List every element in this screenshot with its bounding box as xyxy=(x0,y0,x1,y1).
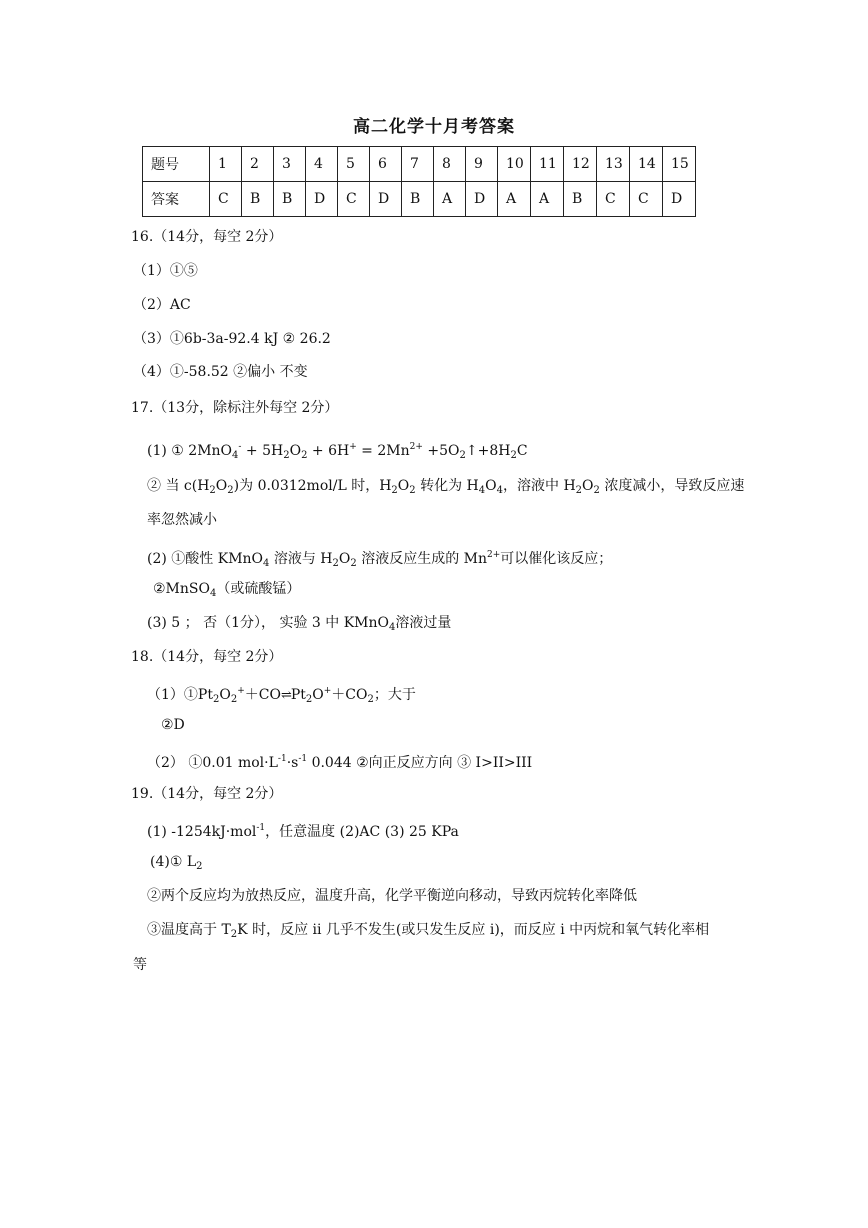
subscript: 4 xyxy=(263,558,270,569)
text: O xyxy=(485,478,497,494)
text: （或硫酸锰） xyxy=(216,581,301,597)
text: O xyxy=(582,478,594,494)
text: O xyxy=(215,478,228,494)
q19-answer-4c xyxy=(147,920,709,945)
table-cell: D xyxy=(306,182,338,217)
text: 浓度减小，导致反应速 xyxy=(599,478,745,494)
subscript: 2 xyxy=(409,485,416,496)
text: Pt xyxy=(290,687,306,703)
eq-text: C xyxy=(516,443,528,459)
text: （2） ①0.01 mol·L xyxy=(147,755,278,771)
text: ，溶液中 H xyxy=(503,478,576,494)
text: (2) ①酸性 KMnO xyxy=(147,551,264,567)
table-cell: A xyxy=(434,182,466,217)
superscript: 2+ xyxy=(487,550,501,560)
equilibrium-arrow-icon: ⇌ xyxy=(280,688,291,703)
text: O xyxy=(219,687,231,703)
table-cell: A xyxy=(498,182,531,217)
table-cell: 5 xyxy=(338,147,370,182)
table-cell: 3 xyxy=(274,147,306,182)
table-row xyxy=(143,182,696,217)
subscript: 2 xyxy=(212,694,220,705)
q18-answer-2 xyxy=(147,749,532,773)
subscript: 4 xyxy=(496,485,503,496)
superscript: -1 xyxy=(277,754,287,764)
text: 0.044 ②向正反应方向 ③ I>II>III xyxy=(307,755,533,771)
text: 转化为 H xyxy=(415,478,479,494)
table-cell: B xyxy=(274,182,306,217)
page-title: 高二化学十月考答案 xyxy=(353,117,515,137)
superscript: + xyxy=(349,442,357,452)
q17-heading: 17.（13分，除标注外每空 2分） xyxy=(131,400,339,416)
table-cell: B xyxy=(242,182,274,217)
table-cell: 10 xyxy=(498,147,531,182)
text: 溶液过量 xyxy=(395,615,452,631)
q17-answer-2 xyxy=(147,545,612,574)
subscript: 2 xyxy=(283,450,290,461)
superscript: 2+ xyxy=(409,442,423,452)
eq-text: = 2Mn xyxy=(356,443,410,459)
subscript: 4 xyxy=(478,485,486,496)
superscript: + xyxy=(323,686,332,696)
table-cell: 13 xyxy=(597,147,630,182)
text: ·s xyxy=(286,755,299,771)
subscript: 2 xyxy=(305,694,313,705)
subscript: 2 xyxy=(196,861,203,872)
superscript: - xyxy=(238,442,242,452)
subscript: 2 xyxy=(230,694,238,705)
eq-text: + 5H xyxy=(241,443,284,459)
q18-answer-1b: ②D xyxy=(161,717,185,733)
q17-equation xyxy=(147,437,528,466)
text: (3) 5 ； 否（1分）， 实验 3 中 KMnO xyxy=(147,615,389,631)
eq-text: + 6H xyxy=(307,443,350,459)
q19-answer-1 xyxy=(147,818,459,842)
q16-answer-4: （4）①-58.52 ②偏小 不变 xyxy=(133,364,308,380)
q17-part2-continued: 率忽然减小 xyxy=(147,512,217,528)
subscript: 2 xyxy=(230,929,238,940)
subscript: 2 xyxy=(227,485,234,496)
table-header-number: 题号 xyxy=(143,147,210,182)
subscript: 4 xyxy=(232,450,239,461)
table-cell: C xyxy=(597,182,630,217)
table-cell: D xyxy=(370,182,402,217)
table-cell: 11 xyxy=(531,147,564,182)
text: ＋CO xyxy=(331,687,368,703)
text: )为 0.0312mol/L 时，H xyxy=(233,478,392,494)
subscript: 2 xyxy=(391,485,398,496)
subscript: 2 xyxy=(209,485,216,496)
table-cell: C xyxy=(338,182,370,217)
text: 可以催化该反应； xyxy=(500,551,613,567)
table-header-answer: 答案 xyxy=(143,182,210,217)
table-cell: 12 xyxy=(564,147,597,182)
text: K 时，反应 ii 几乎不发生(或只发生反应 i)，而反应 i 中丙烷和氧气转化率相 xyxy=(237,922,710,938)
q18-answer-1 xyxy=(147,681,416,710)
text: 溶液反应生成的 Mn xyxy=(356,551,488,567)
q17-answer-2b xyxy=(153,579,300,604)
text: ③温度高于 T xyxy=(147,922,231,938)
subscript: 2 xyxy=(367,694,374,705)
table-cell: 8 xyxy=(434,147,466,182)
subscript: 2 xyxy=(575,485,583,496)
table-cell: 15 xyxy=(663,147,696,182)
subscript: 4 xyxy=(389,622,396,633)
text: O xyxy=(312,687,324,703)
table-cell: B xyxy=(402,182,434,217)
text: (4)① L xyxy=(150,854,197,870)
table-cell: C xyxy=(630,182,663,217)
table-cell: 4 xyxy=(306,147,338,182)
text: O xyxy=(338,551,351,567)
subscript: 2 xyxy=(510,450,517,461)
table-cell: 14 xyxy=(630,147,663,182)
q19-answer-4c-continued: 等 xyxy=(133,957,147,973)
q16-answer-2: （2）AC xyxy=(133,297,191,313)
table-cell: 2 xyxy=(242,147,274,182)
text: 溶液与 H xyxy=(269,551,333,567)
text: ②MnSO xyxy=(153,581,210,597)
q16-heading: 16.（14分，每空 2分） xyxy=(131,229,283,245)
q17-part2 xyxy=(147,476,744,501)
q17-answer-3 xyxy=(147,613,451,638)
table-cell: D xyxy=(466,182,498,217)
text: O xyxy=(397,478,410,494)
table-cell: C xyxy=(210,182,242,217)
subscript: 2 xyxy=(459,450,466,461)
q19-answer-4b: ②两个反应均为放热反应，温度升高，化学平衡逆向移动，导致丙烷转化率降低 xyxy=(147,888,637,904)
eq-text: O xyxy=(289,443,302,459)
superscript: + xyxy=(237,686,245,696)
subscript: 2 xyxy=(350,558,357,569)
table-cell: 6 xyxy=(370,147,402,182)
answer-table xyxy=(142,146,696,217)
eq-text: ↑+8H xyxy=(465,443,511,459)
q16-answer-3: （3）①6b-3a-92.4 kJ ② 26.2 xyxy=(133,331,331,347)
subscript: 2 xyxy=(593,485,600,496)
table-cell: A xyxy=(531,182,564,217)
superscript: -1 xyxy=(298,754,308,764)
table-cell: D xyxy=(663,182,696,217)
text: ② 当 c(H xyxy=(147,478,210,494)
text: ；大于 xyxy=(373,687,416,703)
q19-heading: 19.（14分，每空 2分） xyxy=(131,786,283,802)
superscript: -1 xyxy=(256,823,266,833)
subscript: 2 xyxy=(332,558,339,569)
table-cell: 1 xyxy=(210,147,242,182)
subscript: 4 xyxy=(209,588,217,599)
q19-answer-4 xyxy=(150,852,203,877)
table-row xyxy=(143,147,696,182)
q16-answer-1: （1）①⑤ xyxy=(133,263,198,279)
eq-text: (1) ① 2MnO xyxy=(147,443,233,459)
subscript: 2 xyxy=(301,450,308,461)
text: ，任意温度 (2)AC (3) 25 KPa xyxy=(265,824,459,840)
text: ＋CO xyxy=(244,687,281,703)
table-cell: B xyxy=(564,182,597,217)
text: （1）①Pt xyxy=(147,687,213,703)
text: (1) -1254kJ·mol xyxy=(147,824,257,840)
eq-text: +5O xyxy=(422,443,460,459)
table-cell: 9 xyxy=(466,147,498,182)
table-cell: 7 xyxy=(402,147,434,182)
q18-heading: 18.（14分，每空 2分） xyxy=(131,649,283,665)
